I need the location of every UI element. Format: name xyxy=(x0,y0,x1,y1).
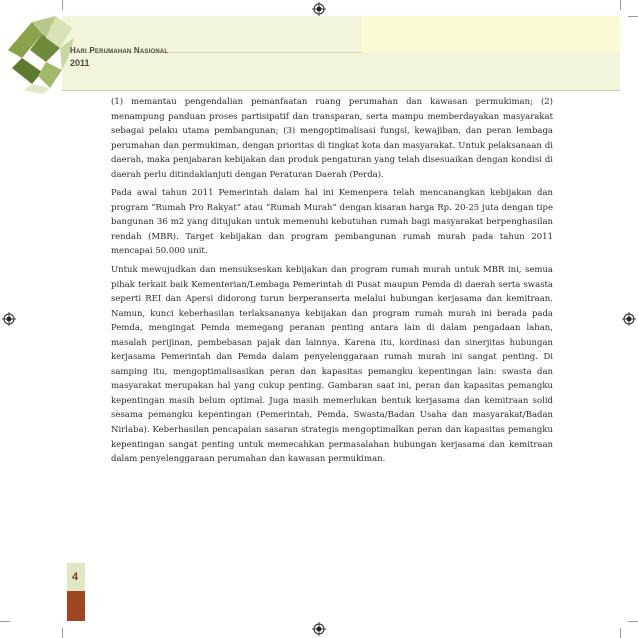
registration-mark-icon xyxy=(622,312,636,326)
paragraph: Untuk mewujudkan dan mensukseskan kebijakan dan program rumah murah untuk MBR ini, semua pihak terkait baik Kementerian/Lembaga Pemerintah di Pusat maupun Pemda di daerah serta swasta seperti REI dan Apersi didorong turun berperanserta melalui hubungan kerjasama dan kemitraan. Namun, kunci keberhasilan terlaksananya kebijakan dan program rumah murah ini berada pada Pemda, mengingat Pemda memegang peranan penting antara lain di dalam pengadaan lahan, masalah perijinan, pembebasan pajak dan lainnya. Karena itu, kordinasi dan sinerjitas hubungan kerjasama Pemerintah dan Pemda dalam penyelenggaraan rumah murah ini sangat penting. Di samping itu, mengoptimalisasikan peran dan kapasitas pemangku kepentingan lain: swasta dan masyarakat merupakan hal yang cukup penting. Gambaran saat ini, peran dan kapasitas pemangku kepentingan masih belum optimal. Juga masih memerlukan bentuk kerjasama dan kemitraan solid sesama pemangku kepentingan (Pemerintah, Pemda, Swasta/Badan Usaha dan masyarakat/Badan Nirlaba). Keberhasilan pencapaian sasaran strategis mengoptimalkan peran dan kapasitas pemangku kepentingan sangat penting untuk memecahkan permasalahan hubungan kerjasama dan kemitraan dalam penyelenggaraan perumahan dan kawasan permukiman. xyxy=(111,265,553,465)
header-accent-band xyxy=(362,16,620,52)
paragraph: (1) memantau pengendalian pemanfaatan ruang perumahan dan kawasan permukiman; (2) menampung panduan proses partisipatif dan transparan, serta mampu memberdayakan masyarakat sebagai pelaku utama pembangunan; (3) mengoptimalisasi fungsi, kewajiban, dan peran lembaga perumahan dan permukiman, dengan prioritas di tingkat kota dan masyarakat. Untuk pelaksanaan di daerah, maka penjabaran kebijakan dan produk pengaturan yang telah disesuaikan dengan kondisi di daerah perlu ditindaklanjuti dengan Peraturan Daerah (Perda). xyxy=(111,97,553,180)
crop-mark xyxy=(628,16,638,17)
registration-mark-icon xyxy=(312,2,326,16)
crop-mark xyxy=(620,0,621,10)
registration-mark-icon xyxy=(2,312,16,326)
page-number: 4 xyxy=(72,571,79,583)
crop-mark xyxy=(628,621,638,622)
page-accent-bar xyxy=(67,591,85,621)
header-title: Hari Perumahan Nasional xyxy=(70,46,169,55)
crop-mark xyxy=(620,628,621,638)
crop-mark xyxy=(62,628,63,638)
crop-mark xyxy=(62,0,63,10)
header-year: 2011 xyxy=(70,58,90,68)
header-divider-bottom xyxy=(62,90,620,91)
paragraph: Pada awal tahun 2011 Pemerintah dalam hal ini Kemenpera telah mencanangkan kebijakan dan program “Rumah Pro Rakyat” atau “Rumah Murah” dengan kisaran harga Rp. 20-25 juta dengan tipe bangunan 36 m2 yang ditujukan untuk memenuhi kebutuhan rumah bagi masyarakat berpenghasilan rendah (MBR). Target kebijakan dan program pembangunan rumah murah pada tahun 2011 mencapai 50.000 unit. xyxy=(111,188,553,257)
body-text xyxy=(111,95,553,471)
registration-mark-icon xyxy=(312,622,326,636)
crop-mark xyxy=(0,621,10,622)
